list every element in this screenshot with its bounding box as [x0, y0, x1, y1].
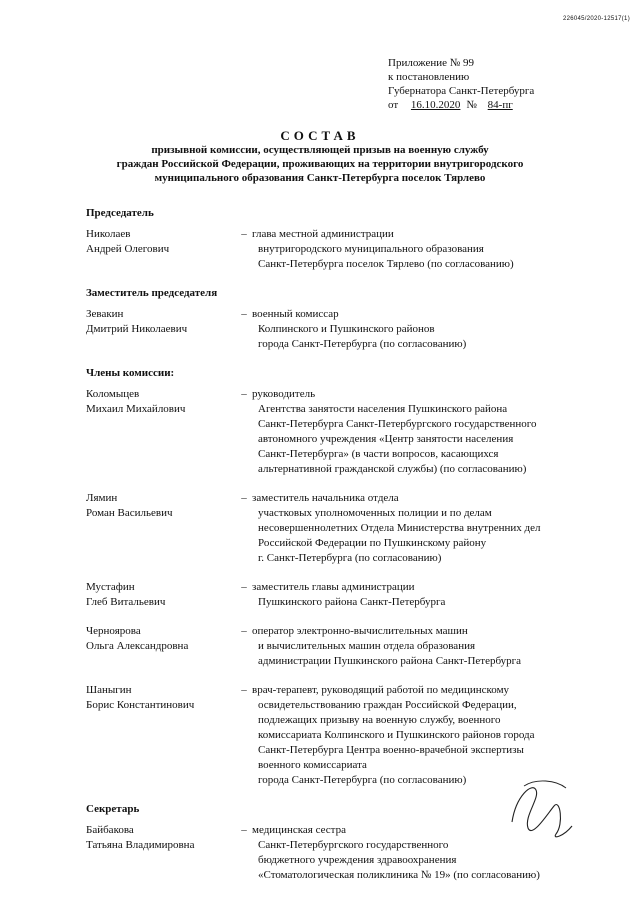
surname: Коломыцев [86, 388, 140, 400]
appendix-block [388, 56, 535, 112]
handwritten-signature [506, 776, 584, 846]
members-list [86, 387, 606, 788]
date-prefix: от [388, 99, 399, 111]
position-line: Санкт-Петербурга Центра военно-врачебной экспертизы [258, 744, 524, 756]
position-line: Российской Федерации по Пушкинскому району [258, 537, 487, 549]
position-line: медицинская сестра [252, 824, 346, 836]
deputy-list [86, 307, 606, 352]
subtitle-line: граждан Российской Федерации, проживающих на территории внутригородского [116, 158, 524, 170]
given-names: Татьяна Владимировна [86, 839, 195, 851]
position-line: бюджетного учреждения здравоохранения [258, 854, 457, 866]
position-line: подлежащих призыву на военную службу, военного [258, 714, 501, 726]
person-name [86, 624, 236, 669]
position-line: и вычислительных машин отдела образования [258, 640, 476, 652]
given-names: Дмитрий Николаевич [86, 323, 188, 335]
dash-separator: – [241, 581, 247, 593]
position-line: Санкт-Петербурга Санкт-Петербургского государственного [258, 418, 537, 430]
position-description [252, 580, 606, 610]
person-name [86, 580, 236, 610]
document-subtitle [70, 143, 570, 185]
roster-entry [86, 227, 606, 272]
resolution-date: 16.10.2020 [410, 99, 461, 111]
position-line: Агентства занятости населения Пушкинского района [258, 403, 508, 415]
position-line: «Стоматологическая поликлиника № 19» (по согласованию) [258, 869, 540, 881]
dash-separator: – [241, 824, 247, 836]
dash-separator: – [241, 308, 247, 320]
document-title: СОСТАВ [280, 128, 360, 143]
surname: Николаев [86, 228, 131, 240]
position-line: врач-терапевт, руководящий работой по медицинскому [252, 684, 510, 696]
chair-list [86, 227, 606, 272]
surname: Байбакова [86, 824, 134, 836]
position-description [252, 683, 606, 788]
position-line: комиссариата Колпинского и Пушкинского районов города [258, 729, 535, 741]
position-line: альтернативной гражданской службы) (по согласованию) [258, 463, 527, 475]
given-names: Михаил Михайлович [86, 403, 186, 415]
subtitle-line: призывной комиссии, осуществляющей призыв на военную службу [151, 144, 489, 156]
position-line: г. Санкт-Петербурга (по согласованию) [258, 552, 442, 564]
number-prefix: № [466, 99, 477, 111]
position-line: несовершеннолетних Отдела Министерства внутренних дел [258, 522, 541, 534]
dash-separator: – [241, 492, 247, 504]
roster-entry [86, 683, 606, 788]
given-names: Глеб Витальевич [86, 596, 166, 608]
position-line: заместитель начальника отдела [252, 492, 399, 504]
position-line: Санкт-Петербурга» (в части вопросов, касающихся [258, 448, 499, 460]
position-line: оператор электронно-вычислительных машин [252, 625, 468, 637]
section-deputy-heading: Заместитель председателя [86, 287, 218, 299]
position-description [252, 227, 606, 272]
given-names: Роман Васильевич [86, 507, 173, 519]
section-chair-heading: Председатель [86, 207, 154, 219]
position-line: автономного учреждения «Центр занятости населения [258, 433, 514, 445]
resolution-number: 84-пг [487, 99, 513, 111]
appendix-line-1: Приложение № 99 [388, 57, 475, 69]
surname: Лямин [86, 492, 118, 504]
surname: Зевакин [86, 308, 124, 320]
position-line: военный комиссар [252, 308, 339, 320]
document-id: 226045/2020-12517(1) [562, 16, 630, 22]
person-name [86, 491, 236, 566]
position-line: города Санкт-Петербурга (по согласованию) [258, 338, 467, 350]
position-line: Колпинского и Пушкинского районов [258, 323, 435, 335]
given-names: Ольга Александровна [86, 640, 189, 652]
position-line: освидетельствованию граждан Российской Федерации, [258, 699, 517, 711]
position-line: Пушкинского района Санкт-Петербурга [258, 596, 446, 608]
position-line: глава местной администрации [252, 228, 394, 240]
position-description [252, 491, 606, 566]
section-members-heading: Члены комиссии: [86, 367, 175, 379]
position-line: города Санкт-Петербурга (по согласованию) [258, 774, 467, 786]
subtitle-line: муниципального образования Санкт-Петербурга поселок Тярлево [154, 172, 486, 184]
dash-separator: – [241, 625, 247, 637]
roster-entry [86, 307, 606, 352]
position-line: руководитель [252, 388, 316, 400]
appendix-line-2: к постановлению [388, 71, 470, 83]
position-line: военного комиссариата [258, 759, 367, 771]
roster-entry [86, 491, 606, 566]
roster-entry [86, 624, 606, 669]
position-description [252, 387, 606, 477]
dash-separator: – [241, 228, 247, 240]
surname: Черноярова [86, 625, 141, 637]
person-name [86, 227, 236, 272]
position-description [252, 624, 606, 669]
roster-entry [86, 387, 606, 477]
appendix-line-3: Губернатора Санкт-Петербурга [388, 85, 535, 97]
surname: Шаныгин [86, 684, 132, 696]
person-name [86, 307, 236, 352]
dash-separator: – [241, 388, 247, 400]
position-line: Санкт-Петербургского государственного [258, 839, 449, 851]
section-secretary-heading: Секретарь [86, 803, 140, 815]
position-line: внутригородского муниципального образования [258, 243, 484, 255]
position-line: Санкт-Петербурга поселок Тярлево (по согласованию) [258, 258, 514, 270]
surname: Мустафин [86, 581, 135, 593]
dash-separator: – [241, 684, 247, 696]
roster-entry [86, 580, 606, 610]
person-name [86, 387, 236, 477]
position-line: участковых уполномоченных полиции и по делам [258, 507, 492, 519]
given-names: Андрей Олегович [86, 243, 170, 255]
position-description [252, 307, 606, 352]
position-line: заместитель главы администрации [252, 581, 415, 593]
person-name [86, 683, 236, 788]
appendix-date-line [388, 98, 535, 112]
position-line: администрации Пушкинского района Санкт-Петербурга [258, 655, 522, 667]
person-name [86, 823, 236, 883]
given-names: Борис Константинович [86, 699, 195, 711]
